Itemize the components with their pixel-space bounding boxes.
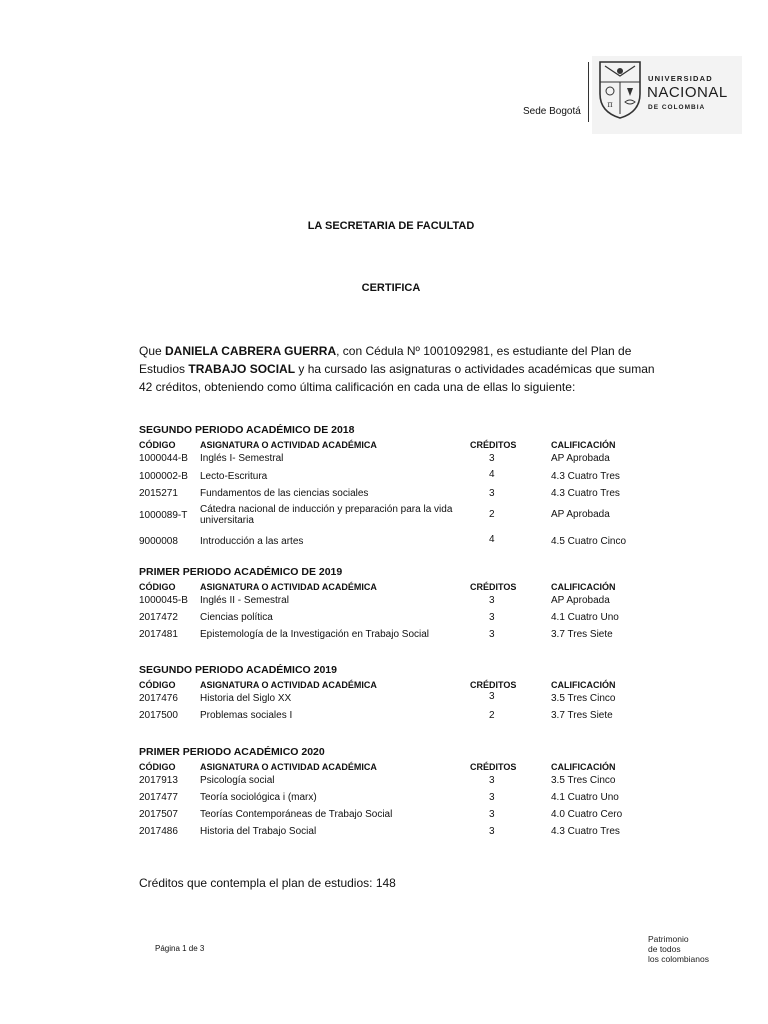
row-subject: Cátedra nacional de inducción y preparación para la vida universitaria	[200, 504, 453, 526]
row-grade: 4.1 Cuatro Uno	[551, 792, 619, 803]
document-subtitle: CERTIFICA	[361, 282, 421, 294]
student-name: DANIELA CABRERA GUERRA	[165, 344, 337, 358]
table-header	[139, 582, 639, 595]
table-row	[139, 612, 639, 629]
row-credits: 3	[489, 453, 495, 464]
row-credits: 4	[489, 534, 495, 545]
row-grade: 3.7 Tres Siete	[551, 710, 613, 721]
row-subject: Introducción a las artes	[200, 536, 304, 547]
row-credits: 3	[489, 809, 495, 820]
row-code: 2017481	[139, 629, 178, 640]
sede-label: Sede Bogotá	[523, 106, 581, 117]
logo-text-universidad: UNIVERSIDAD	[648, 74, 713, 83]
row-code: 2017472	[139, 612, 178, 623]
row-code: 2017500	[139, 710, 178, 721]
row-subject: Historia del Trabajo Social	[200, 826, 317, 837]
period-title: PRIMER PERIODO ACADÉMICO 2020	[139, 746, 325, 758]
row-subject: Problemas sociales I	[200, 710, 293, 721]
table-row	[139, 710, 639, 727]
row-subject: Teorías Contemporáneas de Trabajo Social	[200, 809, 393, 820]
logo-text-de-colombia: DE COLOMBIA	[648, 104, 706, 111]
table-row	[139, 693, 639, 710]
period-section	[139, 566, 639, 646]
row-code: 2017913	[139, 775, 178, 786]
svg-text:π: π	[607, 100, 613, 109]
row-credits: 3	[489, 775, 495, 786]
row-code: 1000089-T	[139, 510, 188, 521]
row-grade: 4.0 Cuatro Cero	[551, 809, 623, 820]
row-code: 2017486	[139, 826, 178, 837]
row-subject: Psicología social	[200, 775, 275, 786]
patrimonio-line-2: de todos	[648, 944, 681, 954]
col-grade-header: CALIFICACIÓN	[551, 762, 616, 772]
col-credits-header: CRÉDITOS	[470, 440, 517, 450]
row-grade: 3.7 Tres Siete	[551, 629, 613, 640]
row-grade: 4.1 Cuatro Uno	[551, 612, 619, 623]
row-grade: 4.5 Cuatro Cinco	[551, 536, 627, 547]
row-code: 1000045-B	[139, 595, 188, 606]
row-credits: 4	[489, 469, 495, 480]
row-code: 2017477	[139, 792, 178, 803]
row-grade: 4.3 Cuatro Tres	[551, 826, 620, 837]
row-grade: 4.3 Cuatro Tres	[551, 488, 620, 499]
row-subject: Inglés I- Semestral	[200, 453, 284, 464]
row-code: 9000008	[139, 536, 178, 547]
program-name: TRABAJO SOCIAL	[188, 362, 296, 376]
university-shield-icon	[597, 58, 643, 120]
row-credits: 3	[489, 595, 495, 606]
para-text-2: , con Cédula Nº 1001092981, es estudiante del Plan de Estudios	[139, 344, 632, 376]
col-subject-header: ASIGNATURA O ACTIVIDAD ACADÉMICA	[200, 680, 377, 690]
row-credits: 3	[489, 826, 495, 837]
col-code-header: CÓDIGO	[139, 762, 176, 772]
row-code: 2017476	[139, 693, 178, 704]
patrimonio-line-1: Patrimonio	[648, 934, 689, 944]
table-row	[139, 471, 639, 489]
col-code-header: CÓDIGO	[139, 440, 176, 450]
row-credits: 2	[489, 710, 495, 721]
col-grade-header: CALIFICACIÓN	[551, 582, 616, 592]
table-row	[139, 595, 639, 612]
table-row	[139, 775, 639, 792]
row-grade: 3.5 Tres Cinco	[551, 775, 616, 786]
row-credits: 3	[489, 612, 495, 623]
row-grade: 4.3 Cuatro Tres	[551, 471, 620, 482]
para-text-3: y ha cursado las asignaturas o actividades académicas que suman 42 créditos, obteniendo como última calificación en cada una de ellas lo siguiente:	[139, 362, 655, 394]
row-subject: Fundamentos de las ciencias sociales	[200, 488, 369, 499]
row-grade: AP Aprobada	[551, 595, 610, 606]
row-subject: Ciencias política	[200, 612, 273, 623]
row-grade: 3.5 Tres Cinco	[551, 693, 616, 704]
col-code-header: CÓDIGO	[139, 680, 176, 690]
patrimonio-line-3: los colombianos	[648, 954, 709, 964]
table-header	[139, 440, 639, 453]
row-grade: AP Aprobada	[551, 453, 610, 464]
row-credits: 3	[489, 488, 495, 499]
page-number: Página 1 de 3	[155, 944, 205, 953]
logo-text-nacional: NACIONAL	[647, 84, 728, 101]
col-grade-header: CALIFICACIÓN	[551, 440, 616, 450]
table-row	[139, 504, 639, 530]
row-code: 1000002-B	[139, 471, 188, 482]
table-row	[139, 536, 639, 552]
row-subject: Inglés II - Semestral	[200, 595, 289, 606]
col-grade-header: CALIFICACIÓN	[551, 680, 616, 690]
row-credits: 3	[489, 629, 495, 640]
row-code: 2017507	[139, 809, 178, 820]
period-title: SEGUNDO PERIODO ACADÉMICO 2019	[139, 664, 337, 676]
table-row	[139, 792, 639, 809]
table-row	[139, 488, 639, 504]
col-credits-header: CRÉDITOS	[470, 582, 517, 592]
col-credits-header: CRÉDITOS	[470, 762, 517, 772]
period-section	[139, 664, 639, 727]
header-divider	[588, 62, 589, 122]
para-text-1: Que	[139, 344, 166, 358]
row-grade: AP Aprobada	[551, 509, 610, 520]
table-row	[139, 809, 639, 826]
table-row	[139, 453, 639, 470]
certification-paragraph	[139, 342, 659, 396]
table-row	[139, 826, 639, 843]
row-subject: Lecto-Escritura	[200, 471, 268, 482]
period-section	[139, 424, 639, 546]
col-subject-header: ASIGNATURA O ACTIVIDAD ACADÉMICA	[200, 762, 377, 772]
period-section	[139, 746, 639, 843]
patrimonio-tagline	[648, 934, 709, 964]
table-row	[139, 629, 639, 646]
col-subject-header: ASIGNATURA O ACTIVIDAD ACADÉMICA	[200, 582, 377, 592]
row-subject: Epistemología de la Investigación en Trabajo Social	[200, 629, 430, 640]
plan-credits-line: Créditos que contempla el plan de estudios: 148	[139, 876, 396, 890]
row-credits: 3	[489, 792, 495, 803]
row-code: 2015271	[139, 488, 178, 499]
row-code: 1000044-B	[139, 453, 188, 464]
col-subject-header: ASIGNATURA O ACTIVIDAD ACADÉMICA	[200, 440, 377, 450]
row-credits: 3	[489, 691, 495, 702]
table-header	[139, 762, 639, 775]
table-header	[139, 680, 639, 693]
period-title: SEGUNDO PERIODO ACADÉMICO DE 2018	[139, 424, 355, 436]
col-credits-header: CRÉDITOS	[470, 680, 517, 690]
row-subject: Historia del Siglo XX	[200, 693, 292, 704]
period-title: PRIMER PERIODO ACADÉMICO DE 2019	[139, 566, 343, 578]
row-subject: Teoría sociológica i (marx)	[200, 792, 317, 803]
document-title: LA SECRETARIA DE FACULTAD	[307, 220, 475, 232]
col-code-header: CÓDIGO	[139, 582, 176, 592]
row-credits: 2	[489, 509, 495, 520]
